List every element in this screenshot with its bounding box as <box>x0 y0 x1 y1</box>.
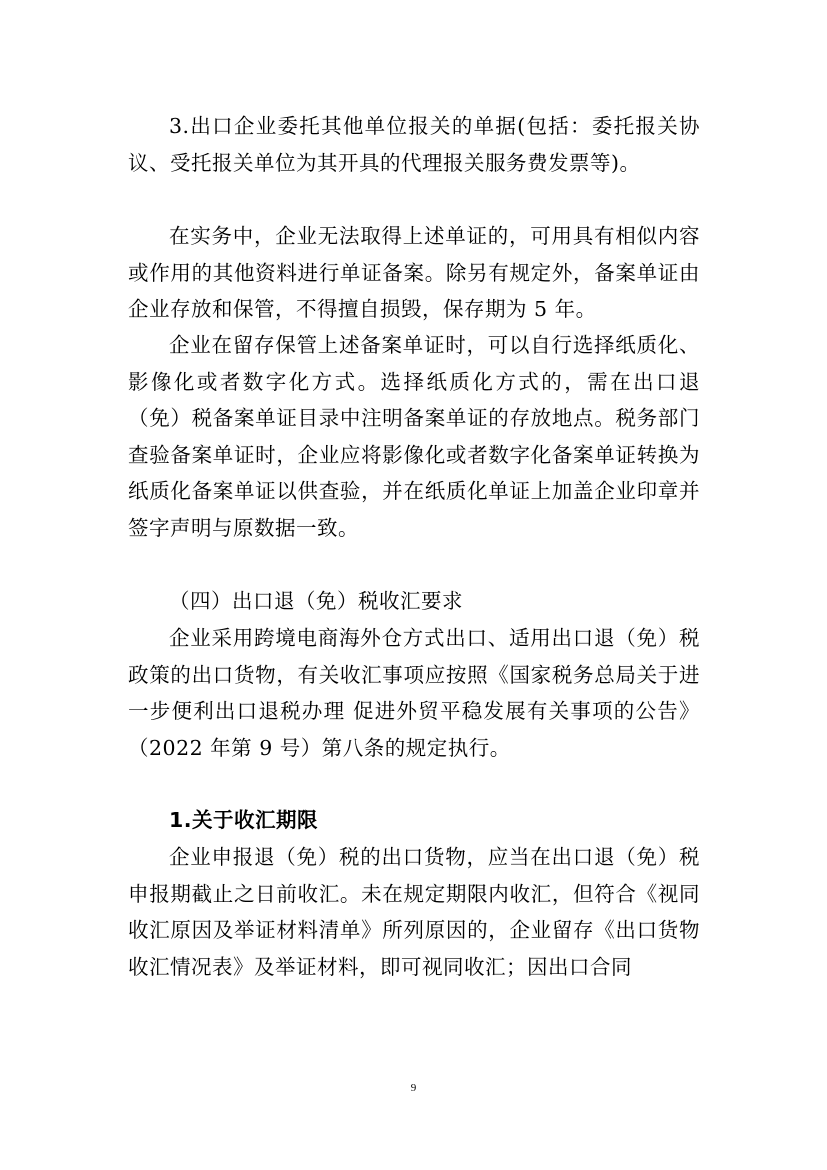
paragraph-document-storage-methods: 企业在留存保管上述备案单证时，可以自行选择纸质化、影像化或者数字化方式。选择纸质化方式的，需在出口退（免）税备案单证目录中注明备案单证的存放地点。税务部门查验备案单证时，企业应将影像化或者数字化备案单证转换为纸质化备案单证以供查验，并在纸质化单证上加盖企业印章并签字声明与原数据一致。 <box>128 333 700 540</box>
section-heading-collection-requirements: （四）出口退（免）税收汇要求 <box>169 589 463 613</box>
paragraph-entrusted-customs-documents: 3.出口企业委托其他单位报关的单据(包括：委托报关协议、受托报关单位为其开具的代理报关服务费发票等)。 <box>128 114 700 175</box>
subheading-collection-period: 1.关于收汇期限 <box>169 808 319 832</box>
page-number: 9 <box>410 1082 417 1094</box>
paragraph-collection-deadline: 企业申报退（免）税的出口货物，应当在出口退（免）税申报期截止之日前收汇。未在规定期限内收汇，但符合《视同收汇原因及举证材料清单》所列原因的，企业留存《出口货物收汇情况表》及举证材料，即可视同收汇；因出口合同 <box>128 845 700 979</box>
paragraph-overseas-warehouse-collection: 企业采用跨境电商海外仓方式出口、适用出口退（免）税政策的出口货物，有关收汇事项应按照《国家税务总局关于进一步便利出口退税办理 促进外贸平稳发展有关事项的公告》（2022 年第 9 号）第八条的规定执行。 <box>128 626 700 760</box>
paragraph-alternative-documents: 在实务中，企业无法取得上述单证的，可用具有相似内容或作用的其他资料进行单证备案。除另有规定外，备案单证由企业存放和保管，不得擅自损毁，保存期为 5 年。 <box>128 224 700 322</box>
